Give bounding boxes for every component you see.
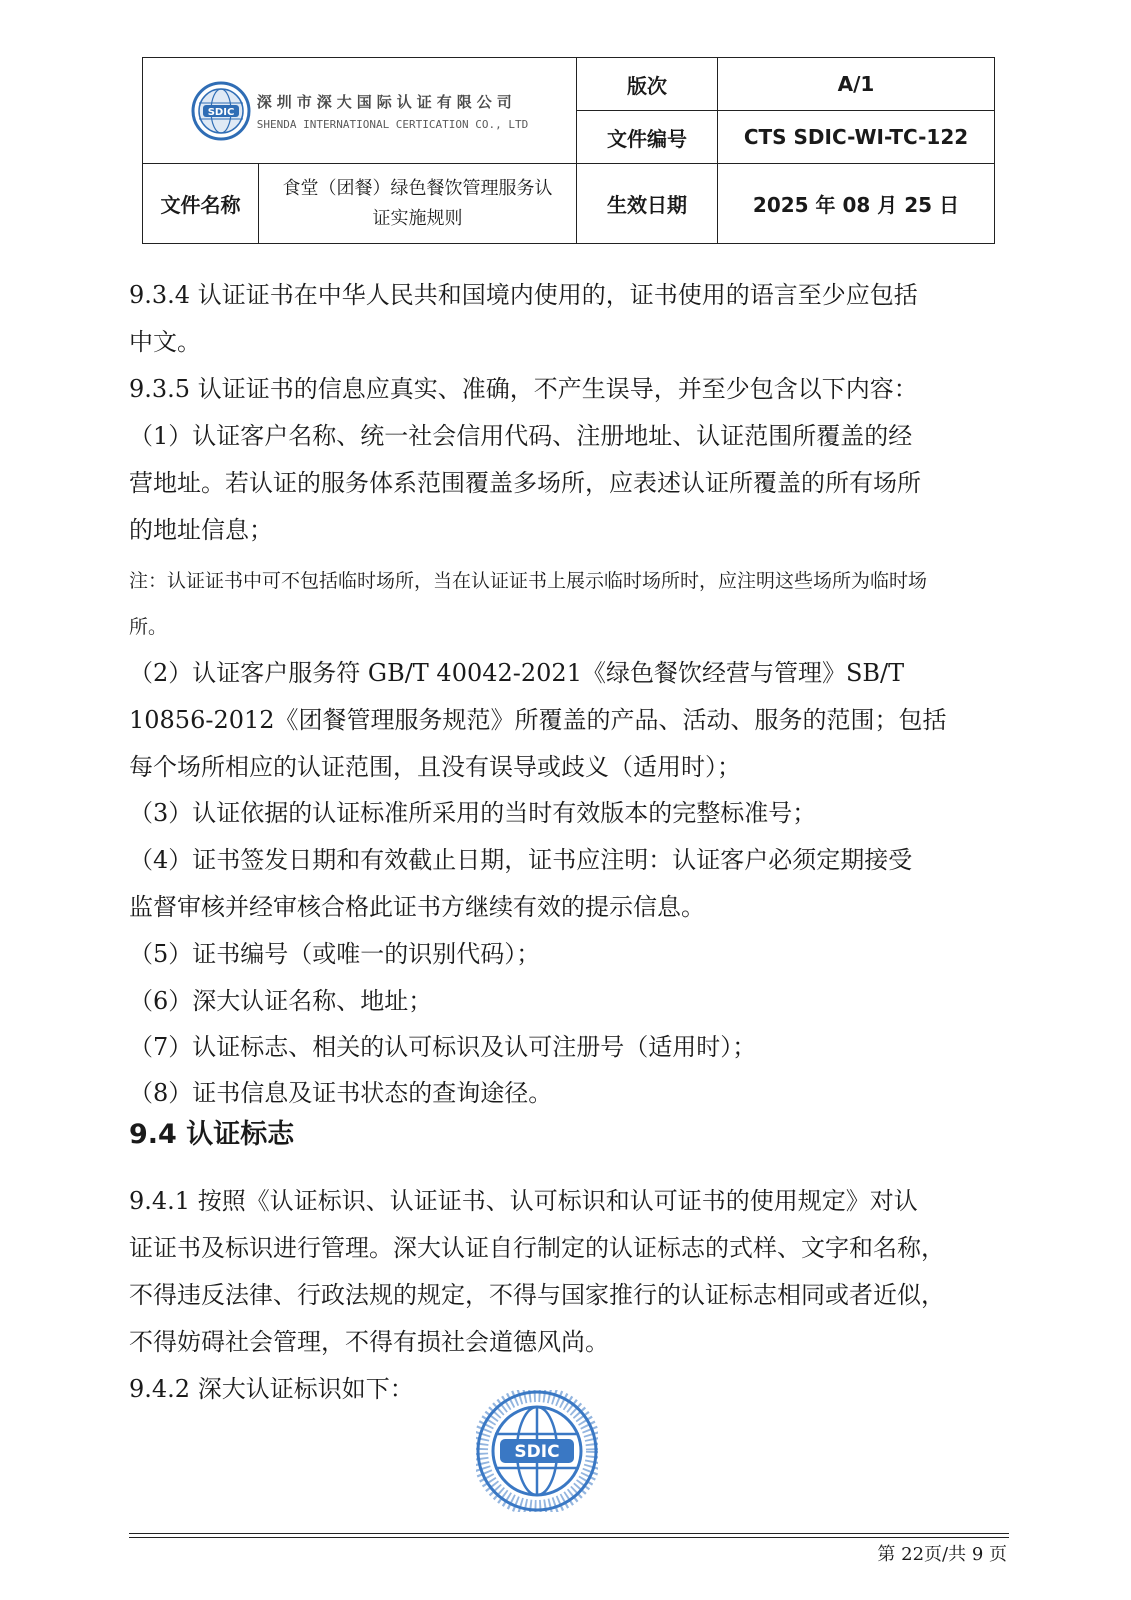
doc-number-value: CTS SDIC-WI-TC-122	[718, 111, 995, 164]
logo-text: SDIC	[207, 106, 235, 118]
edition-label: 版次	[577, 58, 718, 111]
doc-name-value	[259, 164, 577, 244]
doc-name-label: 文件名称	[143, 164, 259, 244]
company-logo-cell	[143, 58, 577, 164]
body-line: 监督审核并经审核合格此证书方继续有效的提示信息。	[129, 893, 705, 921]
section-heading: 9.4 认证标志	[129, 1119, 295, 1150]
document-header-table	[142, 57, 995, 244]
body-line: 证证书及标识进行管理。深大认证自行制定的认证标志的式样、文字和名称，	[129, 1234, 945, 1262]
effective-date-value: 2025 年 08 月 25 日	[718, 164, 995, 244]
body-line: （7）认证标志、相关的认可标识及认可注册号（适用时）；	[129, 1033, 757, 1061]
body-line: （1）认证客户名称、统一社会信用代码、注册地址、认证范围所覆盖的经	[129, 422, 913, 450]
body-line: 每个场所相应的认证范围，且没有误导或歧义（适用时）；	[129, 753, 741, 781]
doc-name-line2: 证实施规则	[372, 207, 463, 229]
footer-divider	[129, 1533, 1009, 1534]
stamp-text: SDIC	[514, 1442, 560, 1462]
body-line: 10856-2012《团餐管理服务规范》所覆盖的产品、活动、服务的范围；包括	[129, 706, 947, 734]
sdic-certification-logo	[476, 1390, 598, 1512]
body-line: 营地址。若认证的服务体系范围覆盖多场所，应表述认证所覆盖的所有场所	[129, 469, 921, 497]
note-line: 注：认证证书中可不包括临时场所，当在认证证书上展示临时场所时，应注明这些场所为临时场	[129, 570, 928, 592]
body-line: 9.3.5 认证证书的信息应真实、准确，不产生误导，并至少包含以下内容：	[129, 375, 918, 403]
company-logo-icon	[191, 81, 251, 141]
edition-value: A/1	[718, 58, 995, 111]
body-line: 中文。	[129, 328, 201, 356]
body-line: 不得违反法律、行政法规的规定，不得与国家推行的认证标志相同或者近似，	[129, 1281, 945, 1309]
footer-divider	[129, 1537, 1009, 1538]
effective-date-label: 生效日期	[577, 164, 718, 244]
body-line: （8）证书信息及证书状态的查询途径。	[129, 1079, 553, 1107]
body-line: 不得妨碍社会管理，不得有损社会道德风尚。	[129, 1328, 609, 1356]
company-name-en: SHENDA INTERNATIONAL CERTICATION CO., LTD	[256, 117, 529, 131]
doc-name-line1: 食堂（团餐）绿色餐饮管理服务认	[282, 177, 553, 199]
body-line: （2）认证客户服务符 GB/T 40042-2021《绿色餐饮经营与管理》SB/T	[129, 659, 905, 687]
body-line: 9.4.1 按照《认证标识、认证证书、认可标识和认可证书的使用规定》对认	[129, 1187, 918, 1215]
body-line: （5）证书编号（或唯一的识别代码）；	[129, 940, 541, 968]
body-line: （4）证书签发日期和有效截止日期，证书应注明：认证客户必须定期接受	[129, 846, 913, 874]
body-line: 9.3.4 认证证书在中华人民共和国境内使用的，证书使用的语言至少应包括	[129, 281, 918, 309]
body-line: 的地址信息；	[129, 516, 273, 544]
body-line: （3）认证依据的认证标准所采用的当时有效版本的完整标准号；	[129, 799, 817, 827]
body-line: （6）深大认证名称、地址；	[129, 987, 433, 1015]
doc-number-label: 文件编号	[577, 111, 718, 164]
page-number: 第 22页/共 9 页	[877, 1544, 1007, 1565]
note-line: 所。	[129, 616, 168, 638]
company-name-cn: 深圳市深大国际认证有限公司	[256, 92, 517, 111]
body-line: 9.4.2 深大认证标识如下：	[129, 1375, 414, 1403]
